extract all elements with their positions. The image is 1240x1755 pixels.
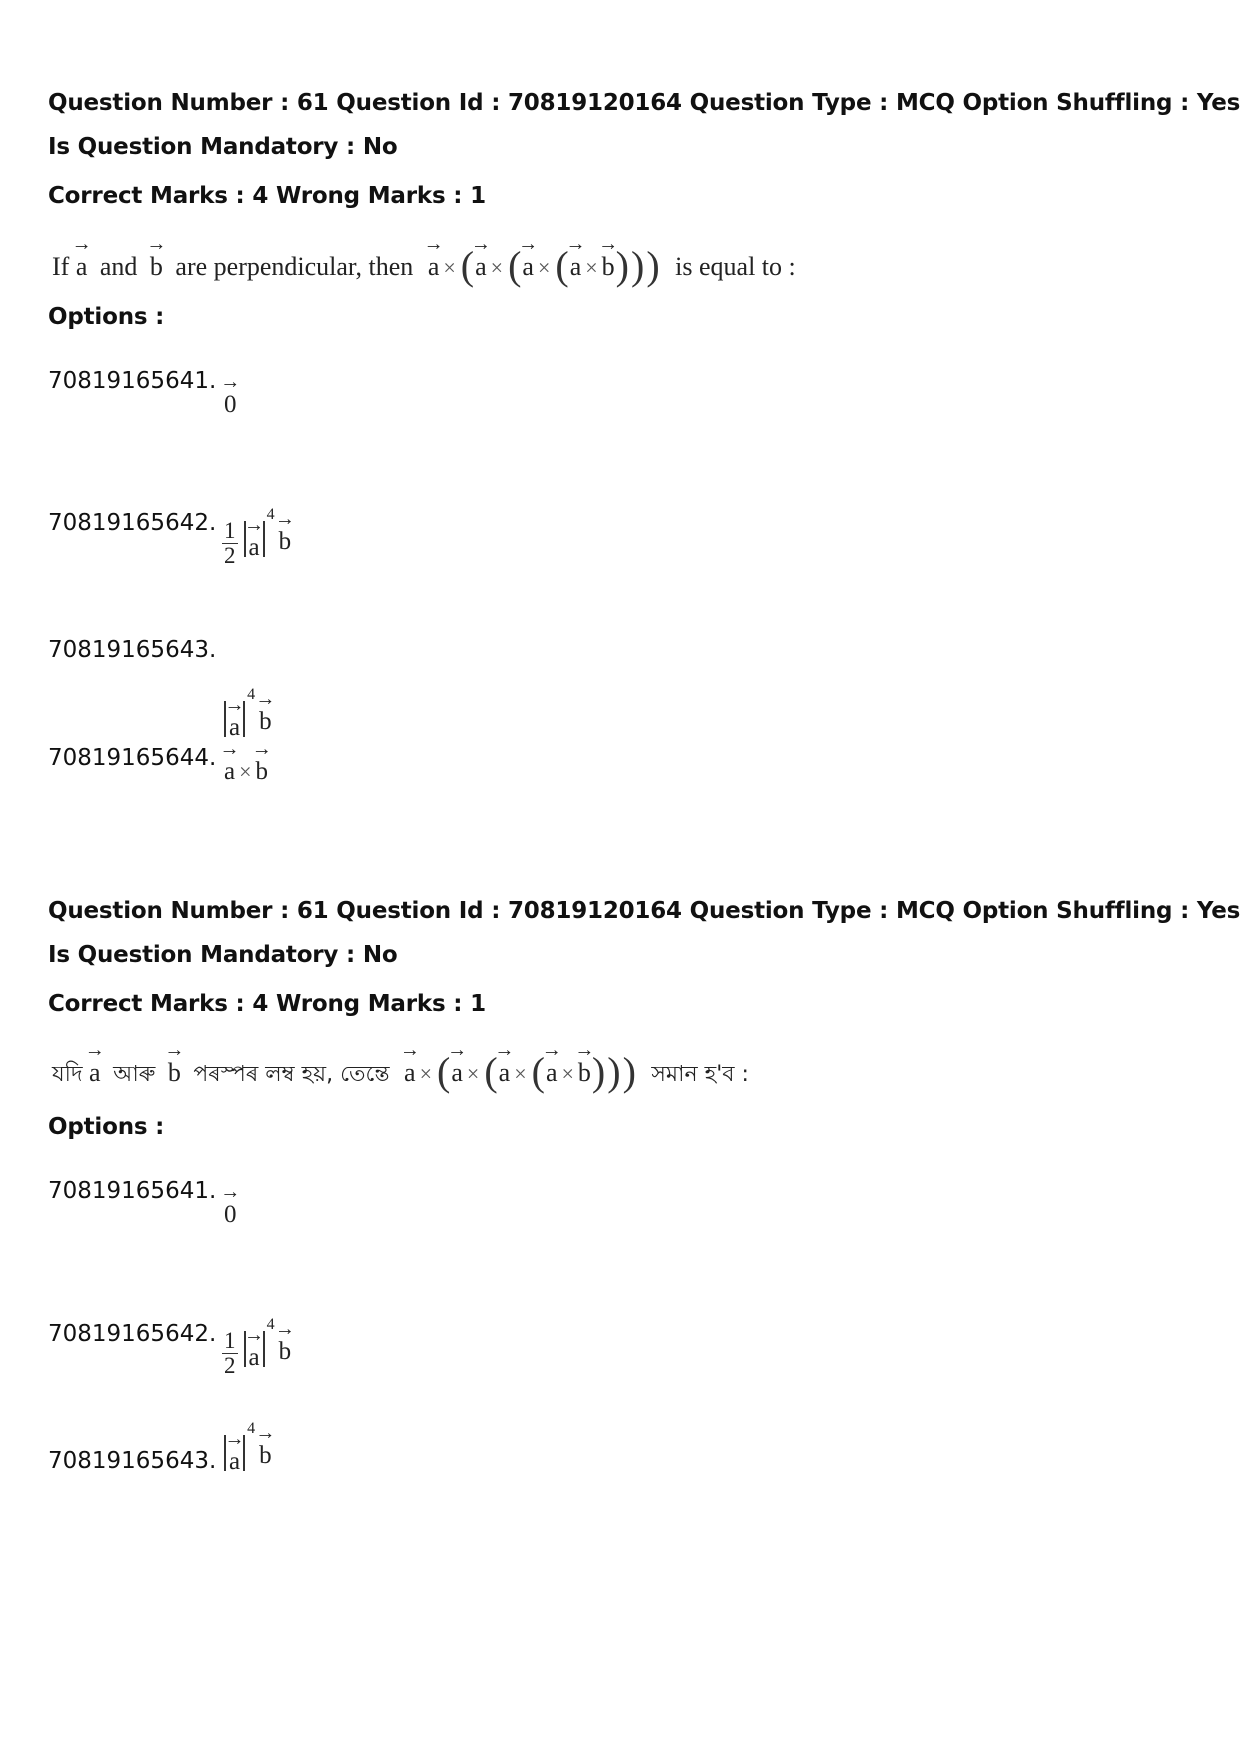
vector-b: → b — [146, 233, 167, 281]
vector-a: → a — [71, 233, 92, 281]
cross-symbol: × — [419, 1061, 433, 1086]
cross-symbol: × — [466, 1061, 480, 1086]
stem-suffix: সমান হ'ব : — [651, 1062, 749, 1087]
paren: ) — [607, 1049, 621, 1094]
vector-a: → a — [565, 233, 586, 281]
question-stem — [52, 1039, 749, 1095]
paren: ) — [646, 243, 660, 288]
vector-a: → a — [423, 233, 444, 281]
option-id[interactable]: 70819165641. — [48, 368, 217, 394]
marks-line: Correct Marks : 4 Wrong Marks : 1 — [48, 183, 486, 209]
option-math-half-a4-b: $\frac{1}{2}$ → $a^4$ → b — [224, 1316, 295, 1378]
stem-prefix: যদি — [52, 1062, 83, 1087]
option-math-a4-b: → $a^4$ → b — [224, 1420, 276, 1475]
vector-a: → a — [399, 1039, 420, 1087]
paren: ) — [615, 243, 629, 288]
stem-mid: পৰস্পৰ লম্ব হয়, তেন্তে — [193, 1062, 390, 1087]
stem-mid: are perpendicular, then — [175, 252, 414, 281]
paren: ( — [508, 243, 522, 288]
vector-a: → a — [447, 1039, 468, 1087]
option-math-zero-vector: → 0 — [220, 1181, 241, 1228]
question-meta-line: Question Number : 61 Question Id : 70819120164 Question Type : MCQ Option Shuffling : Yes — [48, 898, 1240, 924]
stem-suffix: is equal to : — [675, 252, 796, 281]
vector-a: → a — [518, 233, 539, 281]
paren: ) — [591, 1049, 606, 1094]
vector-a: → a — [494, 1039, 515, 1087]
marks-line: Correct Marks : 4 Wrong Marks : 1 — [48, 991, 486, 1017]
vector-b: → b — [164, 1039, 185, 1087]
option-math-half-a4-b: $\frac{1}{2}$ → $a^4$ → b — [224, 506, 295, 568]
options-label: Options : — [48, 304, 165, 330]
paren: ( — [531, 1049, 545, 1094]
cross-symbol: × — [443, 255, 456, 280]
option-math-zero-vector: → 0 — [220, 371, 241, 418]
option-id[interactable]: 70819165642. — [48, 510, 217, 536]
paren: ( — [555, 243, 569, 288]
cross-symbol: × — [490, 255, 504, 280]
option-id[interactable]: 70819165642. — [48, 1321, 217, 1347]
stem-and: আৰু — [113, 1062, 156, 1087]
cross-symbol: × — [537, 255, 551, 280]
option-id[interactable]: 70819165643. — [48, 637, 217, 663]
question-meta-line: Question Number : 61 Question Id : 70819120164 Question Type : MCQ Option Shuffling : Yes — [48, 90, 1240, 116]
options-label: Options : — [48, 1114, 165, 1140]
option-id[interactable]: 70819165643. — [48, 1448, 217, 1474]
option-math-a-cross-b: → a × → b — [219, 738, 272, 785]
vector-a: → a — [470, 233, 491, 281]
fraction: $\frac{1}{2}$ — [224, 1327, 236, 1378]
vector-a: → a — [84, 1039, 105, 1087]
option-math-a4-b: → $a^4$ → b — [224, 686, 276, 741]
mandatory-line: Is Question Mandatory : No — [48, 942, 398, 968]
question-stem — [52, 233, 796, 289]
mandatory-line: Is Question Mandatory : No — [48, 134, 398, 160]
option-id[interactable]: 70819165644. — [48, 745, 217, 771]
paren: ) — [622, 1049, 636, 1094]
stem-and: and — [99, 252, 138, 281]
paren: ( — [484, 1049, 498, 1094]
option-id[interactable]: 70819165641. — [48, 1178, 217, 1204]
cross-symbol: × — [561, 1061, 574, 1086]
vector-b: → b — [598, 233, 619, 281]
paren: ( — [437, 1049, 451, 1094]
vector-b: → b — [574, 1039, 595, 1087]
paren: ( — [460, 243, 475, 288]
stem-prefix: If — [52, 252, 70, 281]
fraction: $\frac{1}{2}$ — [224, 517, 236, 568]
paren: ) — [631, 243, 645, 288]
cross-symbol: × — [585, 255, 598, 280]
cross-symbol: × — [514, 1061, 527, 1086]
vector-a: → a — [541, 1039, 562, 1087]
